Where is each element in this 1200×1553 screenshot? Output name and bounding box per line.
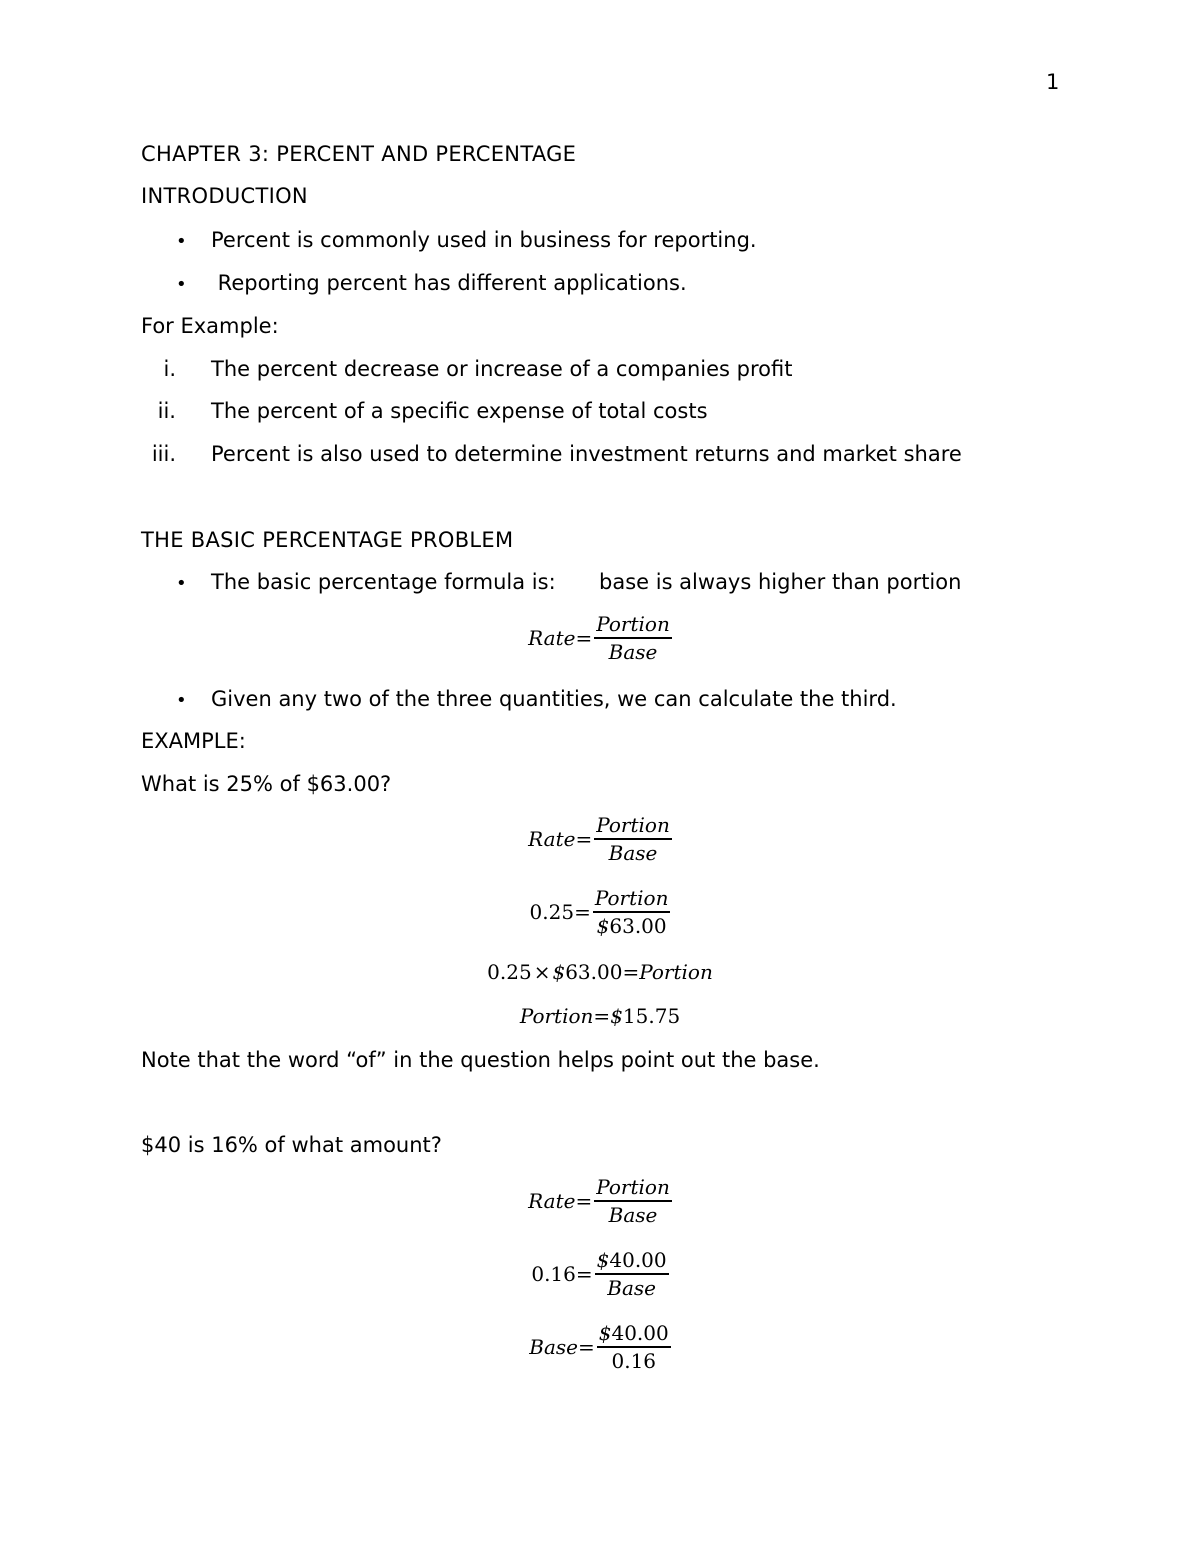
q2-base-equation	[0, 1323, 1200, 1371]
note-text: Note that the word “of” in the question helps point out the base.	[141, 1048, 820, 1072]
fraction	[594, 614, 672, 662]
intro-heading: INTRODUCTION	[141, 184, 308, 208]
eq-sign: =	[575, 1262, 593, 1286]
dollar-symbol: $	[598, 1321, 612, 1345]
formula-rate-equation	[0, 614, 1200, 662]
q1-multiplication-equation	[0, 962, 1200, 982]
eq-lhs: Portion	[519, 1004, 594, 1028]
numerator: Portion	[593, 888, 671, 913]
dollar-symbol: $	[552, 960, 566, 984]
eq-sign: =	[575, 827, 593, 851]
example-label: EXAMPLE:	[141, 729, 246, 753]
intro-bullet-1: Percent is commonly used in business for reporting.	[211, 228, 757, 252]
q1-substitution-equation	[0, 888, 1200, 936]
eq-factor-a: 0.25	[487, 960, 532, 984]
eq-sign: =	[622, 960, 640, 984]
numerator: Portion	[594, 614, 672, 639]
example-item-3: Percent is also used to determine investment returns and market share	[211, 442, 962, 466]
bullet-icon: •	[176, 573, 187, 594]
denominator	[595, 913, 669, 936]
chapter-title: CHAPTER 3: PERCENT AND PERCENTAGE	[141, 142, 577, 166]
numerator	[595, 1250, 669, 1275]
bullet-icon: •	[176, 274, 187, 295]
formula-bullet-left: The basic percentage formula is:	[211, 570, 556, 594]
times-sign: ×	[533, 960, 551, 984]
bullet-icon: •	[176, 231, 187, 252]
roman-numeral-i: i.	[163, 357, 176, 381]
eq-lhs: Rate	[528, 626, 576, 650]
fraction	[594, 815, 672, 863]
denominator: Base	[608, 841, 658, 865]
numerator-value: 40.00	[611, 1321, 669, 1345]
eq-rhs: 15.75	[622, 1004, 681, 1028]
eq-sign: =	[575, 1189, 593, 1213]
fraction	[597, 1323, 671, 1371]
eq-factor-b: 63.00	[565, 960, 623, 984]
denominator: Base	[608, 640, 658, 664]
given-bullet: Given any two of the three quantities, we can calculate the third.	[211, 687, 897, 711]
numerator: Portion	[594, 815, 672, 840]
question-1: What is 25% of $63.00?	[141, 772, 392, 796]
roman-numeral-ii: ii.	[157, 399, 176, 423]
fraction	[595, 1250, 669, 1298]
q1-result-equation	[0, 1006, 1200, 1026]
numerator	[597, 1323, 671, 1348]
eq-lhs: Rate	[528, 827, 576, 851]
fraction	[594, 1177, 672, 1225]
denominator-value: 63.00	[609, 914, 667, 938]
dollar-symbol: $	[596, 914, 610, 938]
eq-lhs: 0.16	[531, 1262, 576, 1286]
question-2: $40 is 16% of what amount?	[141, 1133, 442, 1157]
roman-numeral-iii: iii.	[151, 442, 176, 466]
eq-sign: =	[577, 1335, 595, 1359]
intro-bullet-2: Reporting percent has different applications.	[211, 271, 687, 295]
eq-lhs: Rate	[528, 1189, 576, 1213]
q2-substitution-equation	[0, 1250, 1200, 1298]
basic-heading: THE BASIC PERCENTAGE PROBLEM	[141, 528, 514, 552]
formula-bullet-right: base is always higher than portion	[599, 570, 962, 594]
eq-sign: =	[574, 900, 591, 924]
denominator: 0.16	[611, 1349, 657, 1373]
example-item-2: The percent of a specific expense of total costs	[211, 399, 708, 423]
eq-lhs: Base	[529, 1335, 578, 1359]
denominator: Base	[607, 1276, 656, 1300]
q2-rate-equation	[0, 1177, 1200, 1225]
example-item-1: The percent decrease or increase of a companies profit	[211, 357, 793, 381]
eq-sign: =	[593, 1004, 611, 1028]
q1-rate-equation	[0, 815, 1200, 863]
dollar-symbol: $	[610, 1004, 623, 1028]
eq-rhs: Portion	[639, 960, 713, 984]
for-example-label: For Example:	[141, 314, 279, 338]
eq-sign: =	[575, 626, 593, 650]
bullet-icon: •	[176, 690, 187, 711]
fraction	[593, 888, 671, 936]
numerator-value: 40.00	[609, 1248, 667, 1272]
denominator: Base	[608, 1203, 658, 1227]
page-number: 1	[1046, 70, 1060, 94]
numerator: Portion	[594, 1177, 672, 1202]
dollar-symbol: $	[596, 1248, 610, 1272]
eq-lhs: 0.25	[529, 900, 575, 924]
